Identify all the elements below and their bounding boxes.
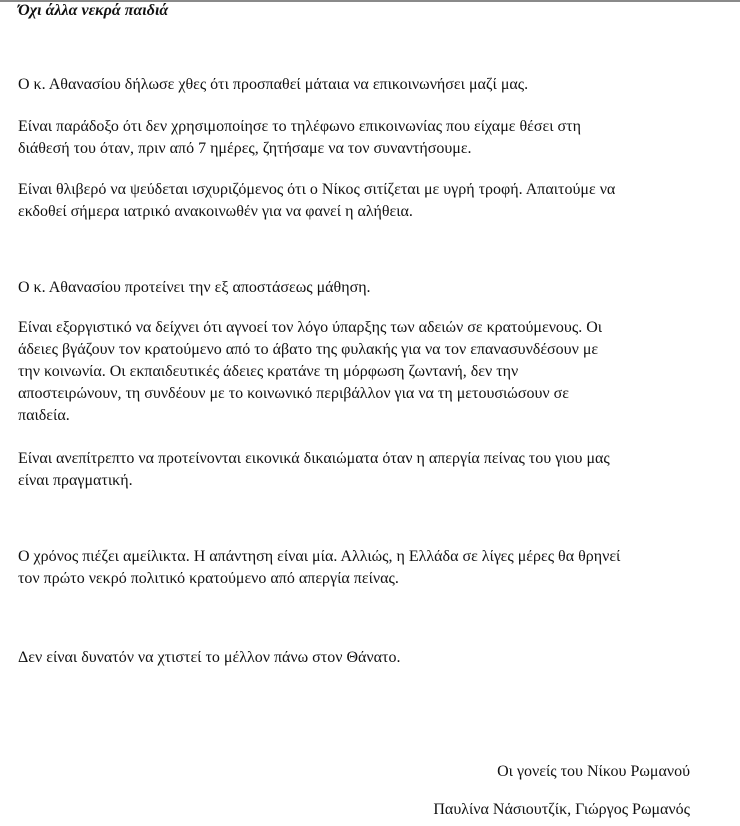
text-line: άδειες βγάζουν τον κρατούμενο από το άβατο της φυλακής για να τον επανασυνδέσουν με (18, 341, 599, 358)
text-line: είναι πραγματική. (18, 472, 133, 489)
signature-line-names: Παυλίνα Νάσιουτζίκ, Γιώργος Ρωμανός (433, 801, 690, 818)
text-line: Είναι εξοργιστικό να δείχνει ότι αγνοεί τον λόγο ύπαρξης των αδειών σε κρατούμενους. Οι (18, 319, 603, 336)
text-line: Ο κ. Αθανασίου δήλωσε χθες ότι προσπαθεί μάταια να επικοινωνήσει μαζί μας. (18, 76, 529, 93)
text-line: Είναι ανεπίτρεπτο να προτείνονται εικονικά δικαιώματα όταν η απεργία πείνας του γιου μας (18, 450, 610, 467)
text-line: εκδοθεί σήμερα ιατρικό ανακοινωθέν για να φανεί η αλήθεια. (18, 203, 413, 220)
text-line: Ο κ. Αθανασίου προτείνει την εξ αποστάσεως μάθηση. (18, 279, 371, 296)
text-line: παιδεία. (18, 407, 70, 424)
signature-line-parents: Οι γονείς του Νίκου Ρωμανού (497, 763, 690, 780)
text-line: Ο χρόνος πιέζει αμείλικτα. Η απάντηση είναι μία. Αλλιώς, η Ελλάδα σε λίγες μέρες θα θρηνεί (18, 548, 621, 565)
text-line: Είναι παράδοξο ότι δεν χρησιμοποίησε το τηλέφωνο επικοινωνίας που είχαμε θέσει στη (18, 118, 581, 135)
text-line: διάθεσή του όταν, πριν από 7 ημέρες, ζητήσαμε να τον συναντήσουμε. (18, 140, 472, 157)
text-line: τον πρώτο νεκρό πολιτικό κρατούμενο από απεργία πείνας. (18, 570, 399, 587)
document-title: Όχι άλλα νεκρά παιδιά (18, 2, 169, 19)
text-line: Δεν είναι δυνατόν να χτιστεί το μέλλον πάνω στον Θάνατο. (18, 649, 401, 666)
text-line: Είναι θλιβερό να ψεύδεται ισχυριζόμενος ότι ο Νίκος σιτίζεται με υγρή τροφή. Απαιτούμε να (18, 181, 616, 198)
text-line: αποστειρώνουν, τη συνδέουν με το κοινωνικό περιβάλλον για να τη μετουσιώσουν σε (18, 385, 569, 402)
text-line: την κοινωνία. Οι εκπαιδευτικές άδειες κρατάνε τη μόρφωση ζωντανή, δεν την (18, 363, 519, 380)
